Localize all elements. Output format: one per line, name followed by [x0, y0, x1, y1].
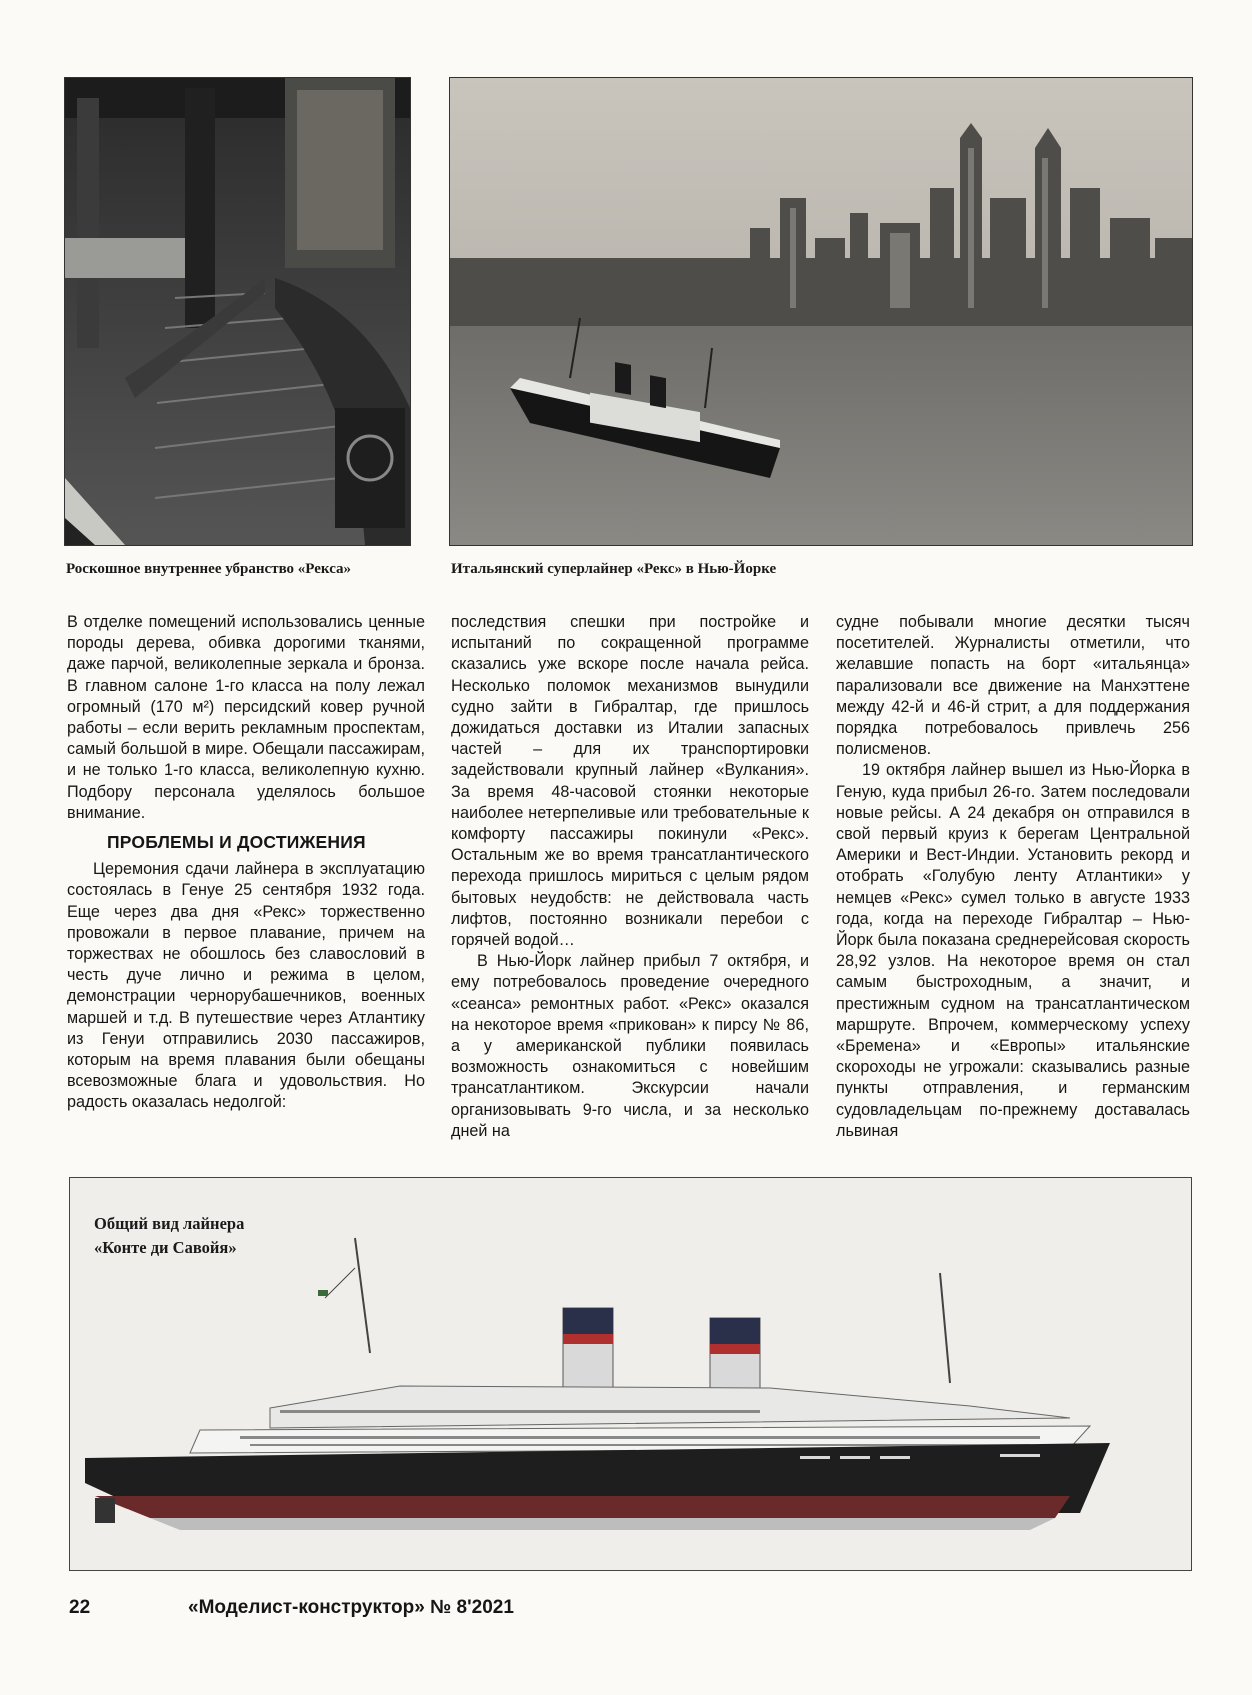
- ship-profile-illustration: [69, 1177, 1192, 1571]
- paragraph: судне побывали многие десятки тысяч посетителей. Журналисты отметили, что желавшие попасть на борт «итальянца» парализовали все движение на Манхэттене между 42-й и 46-й стрит, а для поддержания порядка потребовалось привлечь 256 полисменов.: [836, 613, 1190, 759]
- interior-staircase-photo: [64, 77, 411, 546]
- paragraph: 19 октября лайнер вышел из Нью-Йорка в Геную, куда прибыл 26-го. Затем последовали новые рейсы. А 24 декабря он отправился в свой первый круиз к берегам Центральной Америки и Вест-Индии. Установить рекорд и отобрать «Голубую ленту Атлантики» у немцев «Рекс» сумел только в августе 1933 года, когда на переходе Гибралтар – Нью-Йорк была показана среднерейсовая скорость 28,92 узлов. На некоторое время он стал самым быстроходным, а значит, и престижным судном на трансатлантическом маршруте. Впрочем, коммерческому успеху «Бремена» и «Европы» итальянские скороходы не угрожали: сказывались разные пункты отправления, и германским судовладельцам по-прежнему доставалась львиная: [836, 761, 1190, 1140]
- new-york-skyline-photo: [449, 77, 1193, 546]
- profile-caption-line1: Общий вид лайнера: [94, 1214, 245, 1233]
- new-york-photo-caption: Итальянский суперлайнер «Рекс» в Нью-Йорке: [451, 561, 777, 577]
- paragraph: Церемония сдачи лайнера в эксплуатацию состоялась в Генуе 25 сентября 1932 года. Еще через два дня «Рекс» торжественно провожали в первое плавание, причем на торжествах не обошлось без славословий в честь дуче лично и режима в целом, демонстрации чернорубашечников, военных маршей и т.д. В путешествие через Атлантику из Генуи отправились 2030 пассажиров, которым на время плавания были обещаны всевозможные блага и удовольствия. Но радость оказалась недолгой:: [67, 860, 425, 1112]
- text-column-1: [67, 612, 425, 1157]
- magazine-issue: «Моделист-конструктор» № 8'2021: [188, 1597, 514, 1618]
- paragraph: последствия спешки при постройке и испытаний по сокращенной программе сказались уже вскоре после начала рейса. Несколько поломок механизмов вынудили судно зайти в Гибралтар, где пришлось дожидаться доставки из Италии запасных частей – для их транспортировки задействовали крупный лайнер «Вулкания». За время 48-часовой стоянки некоторые наиболее нетерпеливые или требовательные к комфорту пассажиры покинули «Рекс». Остальным же во время трансатлантического перехода пришлось мириться с целым рядом бытовых неудобств: не действовала часть лифтов, постоянно возникали перебои с горячей водой…: [451, 613, 809, 950]
- interior-photo-caption: Роскошное внутреннее убранство «Рекса»: [66, 561, 352, 577]
- text-column-2: [451, 612, 809, 1157]
- paragraph: В Нью-Йорк лайнер прибыл 7 октября, и ему потребовалось проведение очередного «сеанса» ремонтных работ. «Рекс» оказался на некоторое время «прикован» к пирсу № 86, а у американской публики появилась возможность ознакомиться с новейшим трансатлантиком. Экскурсии начали организовывать 9-го числа, и за несколько дней на: [451, 952, 809, 1140]
- paragraph: В отделке помещений использовались ценные породы дерева, обивка дорогими тканями, даже парчой, великолепные зеркала и бронза. В главном салоне 1-го класса на полу лежал огромный (170 м²) персидский ковер ручной работы – если верить рекламным проспектам, самый большой в мире. Обещали пассажирам, и не только 1-го класса, великолепную кухню. Подбору персонала уделялось большое внимание.: [67, 613, 425, 822]
- text-column-3: [836, 612, 1190, 1157]
- profile-caption: [94, 1212, 244, 1260]
- profile-caption-line2: «Конте ди Савойя»: [94, 1238, 237, 1257]
- section-heading: ПРОБЛЕМЫ И ДОСТИЖЕНИЯ: [107, 832, 366, 853]
- page-number: 22: [69, 1597, 91, 1618]
